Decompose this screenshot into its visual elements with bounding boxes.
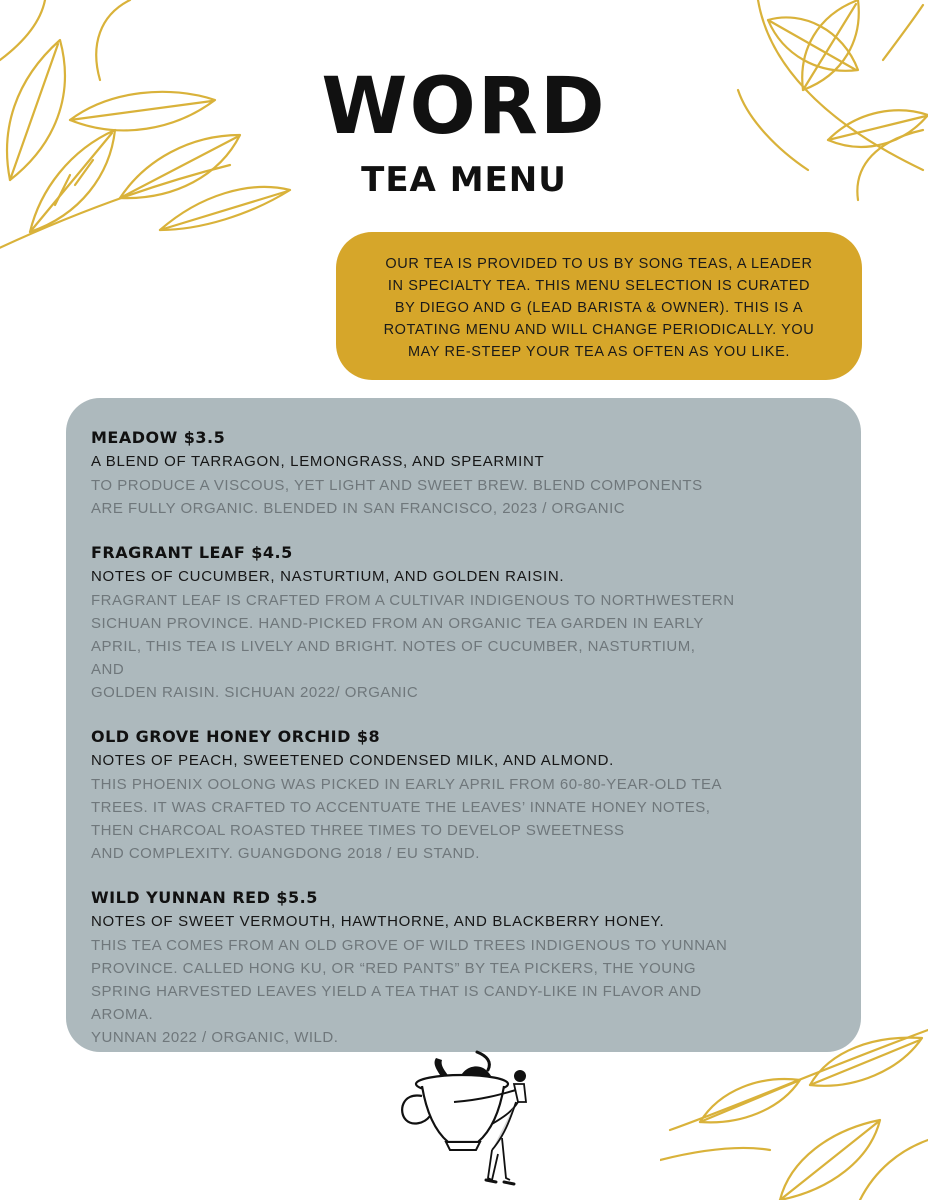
brand-logo: WORD [321, 62, 607, 152]
menu-item-notes: NOTES OF PEACH, SWEETENED CONDENSED MILK, AND ALMOND. [91, 752, 615, 769]
menu-item-fragrant-leaf [91, 541, 837, 704]
menu-item-title [91, 426, 837, 450]
intro-callout [336, 232, 862, 380]
description-line: APRIL, THIS TEA IS LIVELY AND BRIGHT. NOTES OF CUCUMBER, NASTURTIUM, [91, 638, 696, 655]
menu-item-description [91, 934, 837, 1049]
description-line: YUNNAN 2022 / ORGANIC, WILD. [91, 1029, 339, 1046]
menu-item-description [91, 474, 837, 520]
description-line: TO PRODUCE A VISCOUS, YET LIGHT AND SWEET BREW. BLEND COMPONENTS [91, 477, 703, 494]
person-carrying-teacup-icon [392, 1050, 542, 1200]
menu-item-title [91, 886, 837, 910]
intro-line: MAY RE-STEEP YOUR TEA AS OFTEN AS YOU LIKE. [408, 344, 790, 360]
description-line: THIS PHOENIX OOLONG WAS PICKED IN EARLY APRIL FROM 60-80-YEAR-OLD TEA [91, 776, 723, 793]
description-line: FRAGRANT LEAF IS CRAFTED FROM A CULTIVAR INDIGENOUS TO NORTHWESTERN [91, 592, 735, 609]
menu-item-name: OLD GROVE HONEY ORCHID [91, 727, 351, 746]
menu-item-name: WILD YUNNAN RED [91, 888, 271, 907]
intro-line: ROTATING MENU AND WILL CHANGE PERIODICALLY. YOU [383, 322, 815, 338]
menu-item-description [91, 589, 837, 704]
intro-line: IN SPECIALTY TEA. THIS MENU SELECTION IS CURATED [387, 278, 811, 294]
menu-item-price: $8 [356, 727, 381, 746]
description-line: PROVINCE. CALLED HONG KU, OR “RED PANTS” BY TEA PICKERS, THE YOUNG [91, 960, 697, 977]
menu-item-name: MEADOW [91, 428, 178, 447]
menu-item-notes: NOTES OF CUCUMBER, NASTURTIUM, AND GOLDEN RAISIN. [91, 568, 565, 585]
menu-item-notes: A BLEND OF TARRAGON, LEMONGRASS, AND SPEARMINT [91, 453, 545, 470]
description-line: SICHUAN PROVINCE. HAND-PICKED FROM AN ORGANIC TEA GARDEN IN EARLY [91, 615, 704, 632]
menu-item-description [91, 773, 837, 865]
description-line: THIS TEA COMES FROM AN OLD GROVE OF WILD TREES INDIGENOUS TO YUNNAN [91, 937, 728, 954]
description-line: AROMA. [91, 1006, 154, 1023]
menu-item-meadow [91, 426, 837, 520]
menu-item-title [91, 725, 837, 749]
intro-line: BY DIEGO AND G (LEAD BARISTA & OWNER). THIS IS A [394, 300, 804, 316]
menu-item-wild-yunnan-red [91, 886, 837, 1049]
menu-item-price: $3.5 [183, 428, 226, 447]
description-line: THEN CHARCOAL ROASTED THREE TIMES TO DEVELOP SWEETNESS [91, 822, 625, 839]
menu-subtitle: TEA MENU [361, 160, 567, 200]
menu-item-old-grove-honey-orchid [91, 725, 837, 865]
menu-item-price: $4.5 [251, 543, 293, 562]
intro-line: OUR TEA IS PROVIDED TO US BY SONG TEAS, A LEADER [385, 256, 813, 272]
description-line: ARE FULLY ORGANIC. BLENDED IN SAN FRANCISCO, 2023 / ORGANIC [91, 500, 626, 517]
menu-item-notes: NOTES OF SWEET VERMOUTH, HAWTHORNE, AND BLACKBERRY HONEY. [91, 913, 665, 930]
description-line: SPRING HARVESTED LEAVES YIELD A TEA THAT IS CANDY-LIKE IN FLAVOR AND [91, 983, 702, 1000]
tea-menu-panel [66, 398, 861, 1052]
description-line: TREES. IT WAS CRAFTED TO ACCENTUATE THE LEAVES’ INNATE HONEY NOTES, [91, 799, 711, 816]
menu-item-title [91, 541, 837, 565]
description-line: AND COMPLEXITY. GUANGDONG 2018 / EU STAND. [91, 845, 480, 862]
description-line: AND [91, 661, 125, 678]
menu-item-price: $5.5 [276, 888, 318, 907]
menu-item-name: FRAGRANT LEAF [91, 543, 246, 562]
description-line: GOLDEN RAISIN. SICHUAN 2022/ ORGANIC [91, 684, 419, 701]
